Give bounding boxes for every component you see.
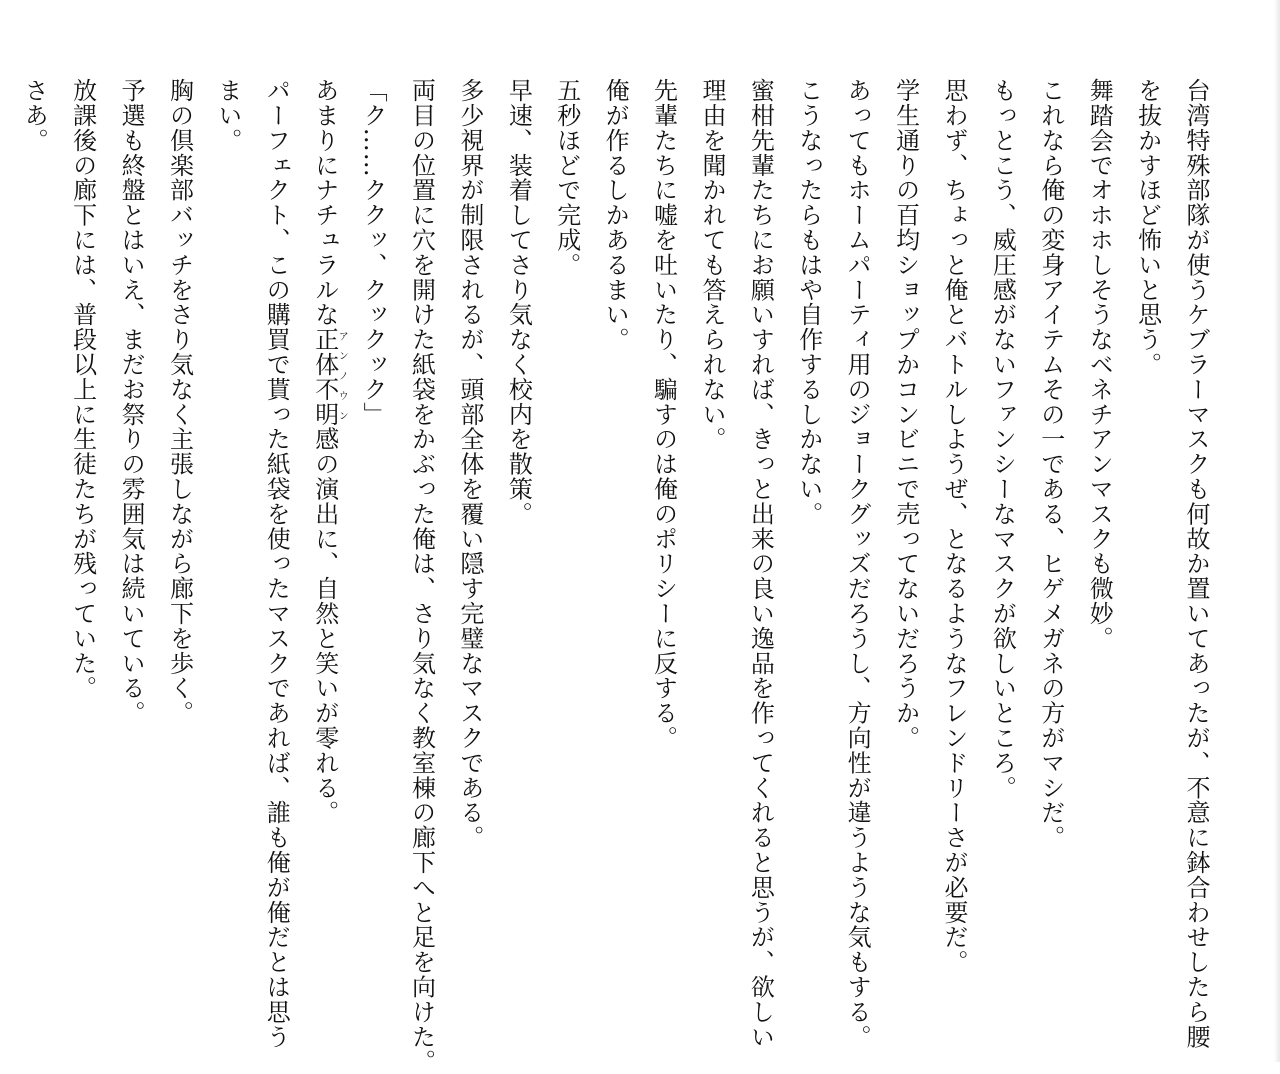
text-line: 早速、装着してさり気なく校内を散策。 [504,78,533,527]
text-line: 舞踏会でオホホしそうなベネチアンマスクも微妙。 [1085,78,1114,651]
ruby-reading: アンノウン [336,327,348,427]
text-line: 理由を聞かれても答えられない。 [697,78,726,452]
text-line: もっとこう、威圧感がないファンシーなマスクが欲しいところ。 [988,78,1017,801]
text-line: 予選も終盤とはいえ、まだお祭りの雰囲気は続いている。 [117,78,146,726]
text-line: 放課後の廊下には、普段以上に生徒たちが残っていた。 [68,78,97,701]
text-line: 俺が作るしかあるまい。 [601,78,630,352]
text-line: 思わず、ちょっと俺とバトルしようぜ、となるようなフレンドリーさが必要だ。 [939,78,968,975]
text-line: 多少視界が制限されるが、頭部全体を覆い隠す完璧なマスクである。 [455,78,484,850]
text-line: 台湾特殊部隊が使うケブラーマスクも何故か置いてあったが、不意に鉢合わせしたら腰 [1182,78,1210,1050]
ruby-base: 正体不明 [310,327,339,427]
text-line: 胸の倶楽部バッチをさり気なく主張しながら廊下を歩く。 [165,78,194,726]
text-line: あってもホームパーティ用のジョークグッズだろうし、方向性が違うような気もする。 [843,78,872,1050]
dialogue-line: 「ク……ククッ、クックック」 [359,78,388,427]
text-line: これなら俺の変身アイテムその一である、ヒゲメガネの方がマシだ。 [1036,78,1065,850]
text-line: まい。 [213,78,242,153]
vertical-text-body [10,78,1220,1074]
text-line: 先輩たちに嘘を吐いたり、騙すのは俺のポリシーに反する。 [649,78,678,751]
text-line: 学生通りの百均ショップかコンビニで売ってないだろうか。 [891,78,920,751]
page-edge-shadow [1274,0,1280,1062]
text-line: 両目の位置に穴を開けた紙袋をかぶった俺は、さり気なく教室棟の廊下へと足を向けた。 [407,78,436,1074]
text-segment: あまりにナチュラルな [310,78,339,327]
text-line: パーフェクト、この購買で貰った紙袋を使ったマスクであれば、誰も俺が俺だとは思う [262,78,291,1050]
text-line: 五秒ほどで完成。 [552,78,581,278]
text-line: を抜かすほど怖いと思う。 [1133,78,1162,377]
text-line-with-ruby [300,78,348,1038]
text-line: 蜜柑先輩たちにお願いすれば、きっと出来の良い逸品を作ってくれると思うが、欲しい [746,78,775,1050]
text-segment: 感の演出に、自然と笑いが零れる。 [310,426,339,826]
text-line: さあ。 [20,78,49,153]
ruby-annotation [310,327,348,427]
text-line: こうなったらもはや自作するしかない。 [794,78,823,527]
